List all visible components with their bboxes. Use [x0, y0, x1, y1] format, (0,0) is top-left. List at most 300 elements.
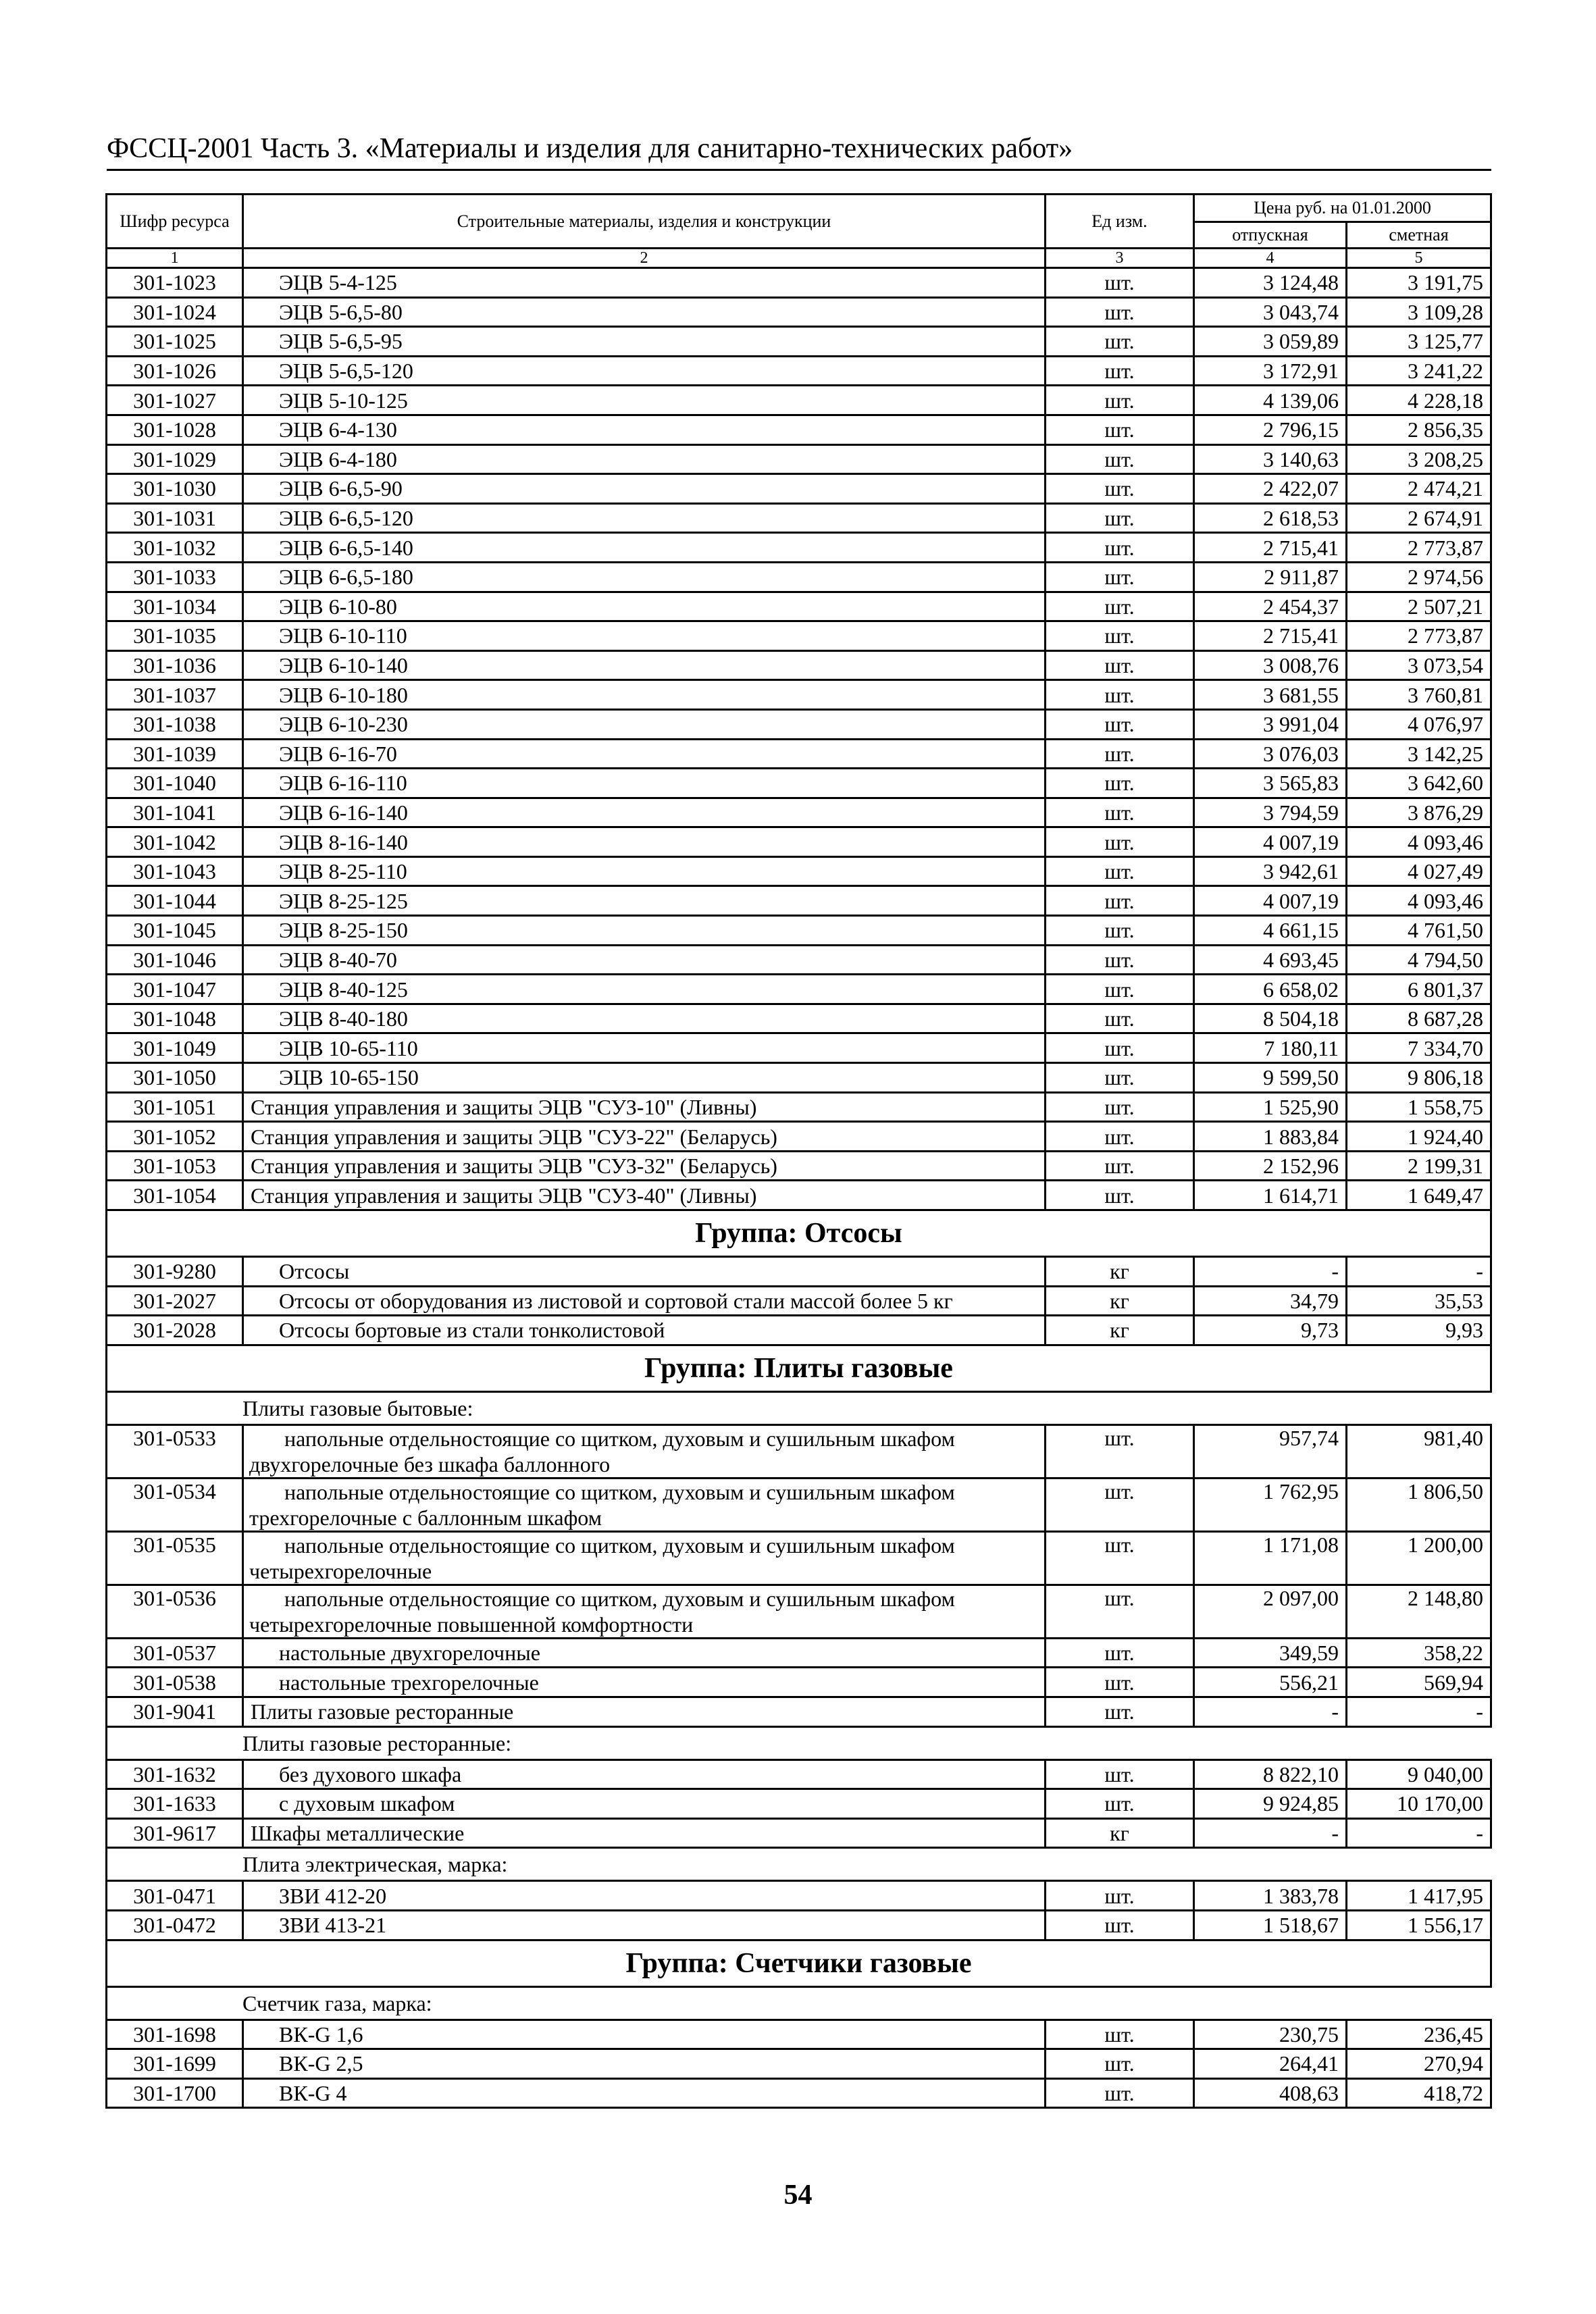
- estimate-price: 6 801,37: [1347, 975, 1491, 1004]
- resource-code: 301-1053: [107, 1151, 243, 1181]
- estimate-price: 35,53: [1347, 1286, 1491, 1316]
- item-name: Станция управления и защиты ЭЦВ "СУЗ-40" (Ливны): [243, 1181, 1046, 1210]
- resource-code: 301-1040: [107, 769, 243, 798]
- resource-code: 301-0472: [107, 1910, 243, 1940]
- item-name: настольные двухгорелочные: [243, 1638, 1046, 1668]
- item-name-line-2: четырехгорелочные повышенной комфортности: [249, 1612, 694, 1637]
- item-name: ЭЦВ 8-25-110: [243, 856, 1046, 886]
- resource-code: 301-0538: [107, 1668, 243, 1697]
- item-name: ВК-G 2,5: [243, 2049, 1046, 2079]
- unit-of-measure: шт.: [1046, 1004, 1194, 1033]
- estimate-price: 981,40: [1347, 1424, 1491, 1478]
- release-price: 4 007,19: [1194, 886, 1347, 916]
- resource-code: 301-1035: [107, 621, 243, 651]
- resource-code: 301-1049: [107, 1033, 243, 1063]
- resource-code: 301-1633: [107, 1789, 243, 1819]
- item-name-line-1: напольные отдельностоящие со щитком, духовым и сушильным шкафом: [284, 1479, 955, 1504]
- table-row: [107, 533, 1491, 563]
- item-name: ЭЦВ 6-16-70: [243, 739, 1046, 769]
- item-name: ЭЦВ 10-65-150: [243, 1063, 1046, 1093]
- unit-of-measure: шт.: [1046, 886, 1194, 916]
- subgroup-heading: Плита электрическая, марка:: [107, 1848, 1491, 1881]
- unit-of-measure: шт.: [1046, 1122, 1194, 1152]
- resource-code: 301-1036: [107, 650, 243, 680]
- column-number: 3: [1046, 249, 1194, 268]
- resource-code: 301-1039: [107, 739, 243, 769]
- release-price: 2 715,41: [1194, 621, 1347, 651]
- item-name: [243, 1531, 1046, 1585]
- table-row: [107, 474, 1491, 504]
- resource-code: 301-1041: [107, 798, 243, 827]
- item-name: ЭЦВ 5-10-125: [243, 386, 1046, 415]
- release-price: 4 693,45: [1194, 945, 1347, 975]
- estimate-price: 2 856,35: [1347, 415, 1491, 444]
- release-price: 3 794,59: [1194, 798, 1347, 827]
- table-row: [107, 1881, 1491, 1911]
- price-table-body: [107, 268, 1491, 2108]
- item-name: с духовым шкафом: [243, 1789, 1046, 1819]
- release-price: 408,63: [1194, 2078, 1347, 2108]
- estimate-price: 7 334,70: [1347, 1033, 1491, 1063]
- item-name: ЗВИ 412-20: [243, 1881, 1046, 1911]
- table-row: [107, 945, 1491, 975]
- header-code: Шифр ресурса: [107, 195, 243, 249]
- release-price: 3 043,74: [1194, 297, 1347, 327]
- unit-of-measure: шт.: [1046, 827, 1194, 857]
- release-price: 3 991,04: [1194, 709, 1347, 739]
- header-name: Строительные материалы, изделия и конструкции: [243, 195, 1046, 249]
- unit-of-measure: шт.: [1046, 945, 1194, 975]
- estimate-price: 4 093,46: [1347, 827, 1491, 857]
- item-name: Отсосы от оборудования из листовой и сортовой стали массой более 5 кг: [243, 1286, 1046, 1316]
- unit-of-measure: шт.: [1046, 916, 1194, 946]
- estimate-price: 4 093,46: [1347, 886, 1491, 916]
- release-price: 9 599,50: [1194, 1063, 1347, 1093]
- item-name: ЭЦВ 5-6,5-95: [243, 327, 1046, 357]
- estimate-price: 569,94: [1347, 1668, 1491, 1697]
- subgroup-heading-row: [107, 1391, 1491, 1424]
- estimate-price: 4 794,50: [1347, 945, 1491, 975]
- table-row: [107, 1092, 1491, 1122]
- resource-code: 301-0535: [107, 1531, 243, 1585]
- item-name: ЗВИ 413-21: [243, 1910, 1046, 1940]
- release-price: 8 504,18: [1194, 1004, 1347, 1033]
- unit-of-measure: шт.: [1046, 268, 1194, 298]
- release-price: 2 796,15: [1194, 415, 1347, 444]
- unit-of-measure: шт.: [1046, 1585, 1194, 1638]
- unit-of-measure: шт.: [1046, 1881, 1194, 1911]
- table-row: [107, 1585, 1491, 1638]
- release-price: 2 715,41: [1194, 533, 1347, 563]
- release-price: 2 454,37: [1194, 592, 1347, 621]
- release-price: 2 422,07: [1194, 474, 1347, 504]
- table-row: [107, 1531, 1491, 1585]
- table-row: [107, 680, 1491, 710]
- table-row: [107, 709, 1491, 739]
- resource-code: 301-1044: [107, 886, 243, 916]
- estimate-price: 9,93: [1347, 1316, 1491, 1345]
- unit-of-measure: шт.: [1046, 1151, 1194, 1181]
- estimate-price: 2 773,87: [1347, 621, 1491, 651]
- release-price: 3 565,83: [1194, 769, 1347, 798]
- unit-of-measure: шт.: [1046, 1668, 1194, 1697]
- item-name: Станция управления и защиты ЭЦВ "СУЗ-10" (Ливны): [243, 1092, 1046, 1122]
- table-row: [107, 1818, 1491, 1848]
- item-name: ЭЦВ 6-10-230: [243, 709, 1046, 739]
- resource-code: 301-1046: [107, 945, 243, 975]
- unit-of-measure: шт.: [1046, 503, 1194, 533]
- page-header: ФССЦ-2001 Часть 3. «Материалы и изделия для санитарно-технических работ»: [107, 132, 1491, 171]
- group-heading-row: [107, 1345, 1491, 1391]
- resource-code: 301-1030: [107, 474, 243, 504]
- estimate-price: 2 507,21: [1347, 592, 1491, 621]
- table-row: [107, 1316, 1491, 1345]
- resource-code: 301-1024: [107, 297, 243, 327]
- subgroup-heading: Плиты газовые бытовые:: [107, 1391, 1491, 1424]
- estimate-price: 3 876,29: [1347, 798, 1491, 827]
- estimate-price: 1 649,47: [1347, 1181, 1491, 1210]
- subgroup-heading: Счетчик газа, марка:: [107, 1986, 1491, 2020]
- item-name: ЭЦВ 8-40-180: [243, 1004, 1046, 1033]
- release-price: -: [1194, 1818, 1347, 1848]
- subgroup-heading-row: [107, 1986, 1491, 2020]
- table-row: [107, 975, 1491, 1004]
- unit-of-measure: шт.: [1046, 975, 1194, 1004]
- release-price: 1 518,67: [1194, 1910, 1347, 1940]
- item-name: ЭЦВ 6-10-180: [243, 680, 1046, 710]
- release-price: 2 618,53: [1194, 503, 1347, 533]
- release-price: 264,41: [1194, 2049, 1347, 2079]
- unit-of-measure: шт.: [1046, 1638, 1194, 1668]
- item-name: [243, 1585, 1046, 1638]
- table-row: [107, 415, 1491, 444]
- table-row: [107, 386, 1491, 415]
- estimate-price: 358,22: [1347, 1638, 1491, 1668]
- table-row: [107, 503, 1491, 533]
- release-price: -: [1194, 1697, 1347, 1726]
- unit-of-measure: шт.: [1046, 1531, 1194, 1585]
- unit-of-measure: кг: [1046, 1286, 1194, 1316]
- item-name: без духового шкафа: [243, 1759, 1046, 1789]
- resource-code: 301-0471: [107, 1881, 243, 1911]
- item-name: ВК-G 4: [243, 2078, 1046, 2108]
- table-row: [107, 1033, 1491, 1063]
- item-name: ЭЦВ 6-4-180: [243, 444, 1046, 474]
- item-name: ЭЦВ 6-6,5-180: [243, 562, 1046, 592]
- table-row: [107, 827, 1491, 857]
- resource-code: 301-1033: [107, 562, 243, 592]
- unit-of-measure: кг: [1046, 1818, 1194, 1848]
- item-name-line-2: двухгорелочные без шкафа баллонного: [249, 1451, 611, 1476]
- item-name: ЭЦВ 5-6,5-80: [243, 297, 1046, 327]
- release-price: 1 614,71: [1194, 1181, 1347, 1210]
- estimate-price: 4 228,18: [1347, 386, 1491, 415]
- estimate-price: 2 773,87: [1347, 533, 1491, 563]
- resource-code: 301-1698: [107, 2020, 243, 2049]
- item-name: ЭЦВ 6-6,5-120: [243, 503, 1046, 533]
- table-row: [107, 1478, 1491, 1531]
- group-heading-row: [107, 1940, 1491, 1986]
- unit-of-measure: шт.: [1046, 1092, 1194, 1122]
- estimate-price: -: [1347, 1257, 1491, 1287]
- column-number: 4: [1194, 249, 1347, 268]
- estimate-price: 3 208,25: [1347, 444, 1491, 474]
- resource-code: 301-1031: [107, 503, 243, 533]
- unit-of-measure: шт.: [1046, 356, 1194, 386]
- unit-of-measure: шт.: [1046, 1789, 1194, 1819]
- estimate-price: 2 199,31: [1347, 1151, 1491, 1181]
- estimate-price: 1 558,75: [1347, 1092, 1491, 1122]
- resource-code: 301-1047: [107, 975, 243, 1004]
- estimate-price: 418,72: [1347, 2078, 1491, 2108]
- resource-code: 301-9280: [107, 1257, 243, 1287]
- estimate-price: 1 556,17: [1347, 1910, 1491, 1940]
- table-row: [107, 1668, 1491, 1697]
- release-price: 1 525,90: [1194, 1092, 1347, 1122]
- estimate-price: 3 109,28: [1347, 297, 1491, 327]
- resource-code: 301-0533: [107, 1424, 243, 1478]
- resource-code: 301-1027: [107, 386, 243, 415]
- table-row: [107, 856, 1491, 886]
- header-price-group: Цена руб. на 01.01.2000: [1194, 195, 1491, 222]
- table-row: [107, 2020, 1491, 2049]
- release-price: 3 076,03: [1194, 739, 1347, 769]
- resource-code: 301-1050: [107, 1063, 243, 1093]
- estimate-price: 3 642,60: [1347, 769, 1491, 798]
- unit-of-measure: шт.: [1046, 444, 1194, 474]
- estimate-price: 3 125,77: [1347, 327, 1491, 357]
- release-price: 1 762,95: [1194, 1478, 1347, 1531]
- unit-of-measure: шт.: [1046, 739, 1194, 769]
- table-row: [107, 444, 1491, 474]
- release-price: 3 140,63: [1194, 444, 1347, 474]
- release-price: 3 172,91: [1194, 356, 1347, 386]
- price-table: [105, 193, 1492, 2109]
- item-name: ЭЦВ 8-40-125: [243, 975, 1046, 1004]
- resource-code: 301-1032: [107, 533, 243, 563]
- column-number: 1: [107, 249, 243, 268]
- estimate-price: 270,94: [1347, 2049, 1491, 2079]
- unit-of-measure: шт.: [1046, 798, 1194, 827]
- item-name: ЭЦВ 6-4-130: [243, 415, 1046, 444]
- unit-of-measure: шт.: [1046, 327, 1194, 357]
- resource-code: 301-1042: [107, 827, 243, 857]
- resource-code: 301-1026: [107, 356, 243, 386]
- estimate-price: -: [1347, 1818, 1491, 1848]
- release-price: 8 822,10: [1194, 1759, 1347, 1789]
- subgroup-heading: Плиты газовые ресторанные:: [107, 1726, 1491, 1759]
- item-name-line-2: четырехгорелочные: [249, 1558, 432, 1583]
- resource-code: 301-1051: [107, 1092, 243, 1122]
- unit-of-measure: шт.: [1046, 474, 1194, 504]
- unit-of-measure: шт.: [1046, 856, 1194, 886]
- estimate-price: 4 761,50: [1347, 916, 1491, 946]
- resource-code: 301-2028: [107, 1316, 243, 1345]
- unit-of-measure: шт.: [1046, 415, 1194, 444]
- unit-of-measure: шт.: [1046, 1910, 1194, 1940]
- resource-code: 301-1025: [107, 327, 243, 357]
- resource-code: 301-1700: [107, 2078, 243, 2108]
- item-name: ЭЦВ 6-10-110: [243, 621, 1046, 651]
- unit-of-measure: шт.: [1046, 386, 1194, 415]
- release-price: 3 124,48: [1194, 268, 1347, 298]
- table-row: [107, 1257, 1491, 1287]
- item-name: ЭЦВ 6-16-110: [243, 769, 1046, 798]
- item-name-line-1: напольные отдельностоящие со щитком, духовым и сушильным шкафом: [284, 1533, 955, 1558]
- group-heading: Группа: Отсосы: [107, 1210, 1491, 1257]
- item-name: ЭЦВ 8-25-150: [243, 916, 1046, 946]
- table-row: [107, 1910, 1491, 1940]
- estimate-price: 1 200,00: [1347, 1531, 1491, 1585]
- estimate-price: 3 191,75: [1347, 268, 1491, 298]
- table-row: [107, 650, 1491, 680]
- item-name: ЭЦВ 6-10-80: [243, 592, 1046, 621]
- release-price: 3 942,61: [1194, 856, 1347, 886]
- estimate-price: 4 027,49: [1347, 856, 1491, 886]
- release-price: 1 883,84: [1194, 1122, 1347, 1152]
- item-name: ЭЦВ 8-16-140: [243, 827, 1046, 857]
- table-row: [107, 1424, 1491, 1478]
- item-name: Отсосы: [243, 1257, 1046, 1287]
- estimate-price: 1 806,50: [1347, 1478, 1491, 1531]
- item-name: ЭЦВ 6-6,5-90: [243, 474, 1046, 504]
- release-price: 2 097,00: [1194, 1585, 1347, 1638]
- table-row: [107, 1789, 1491, 1819]
- item-name: настольные трехгорелочные: [243, 1668, 1046, 1697]
- table-row: [107, 798, 1491, 827]
- release-price: 7 180,11: [1194, 1033, 1347, 1063]
- resource-code: 301-0534: [107, 1478, 243, 1531]
- table-row: [107, 1151, 1491, 1181]
- release-price: 3 008,76: [1194, 650, 1347, 680]
- release-price: 6 658,02: [1194, 975, 1347, 1004]
- unit-of-measure: шт.: [1046, 2020, 1194, 2049]
- resource-code: 301-1028: [107, 415, 243, 444]
- item-name: ЭЦВ 8-40-70: [243, 945, 1046, 975]
- release-price: 1 171,08: [1194, 1531, 1347, 1585]
- table-row: [107, 562, 1491, 592]
- resource-code: 301-1034: [107, 592, 243, 621]
- unit-of-measure: шт.: [1046, 1033, 1194, 1063]
- table-row: [107, 769, 1491, 798]
- table-row: [107, 327, 1491, 357]
- unit-of-measure: шт.: [1046, 1697, 1194, 1726]
- table-row: [107, 1122, 1491, 1152]
- unit-of-measure: шт.: [1046, 1424, 1194, 1478]
- column-number: 2: [243, 249, 1046, 268]
- table-row: [107, 1638, 1491, 1668]
- item-name: ЭЦВ 6-16-140: [243, 798, 1046, 827]
- release-price: 34,79: [1194, 1286, 1347, 1316]
- subgroup-heading-row: [107, 1848, 1491, 1881]
- estimate-price: 2 148,80: [1347, 1585, 1491, 1638]
- item-name: ЭЦВ 5-4-125: [243, 268, 1046, 298]
- estimate-price: 2 474,21: [1347, 474, 1491, 504]
- table-row: [107, 297, 1491, 327]
- release-price: 9,73: [1194, 1316, 1347, 1345]
- resource-code: 301-1023: [107, 268, 243, 298]
- table-row: [107, 1286, 1491, 1316]
- resource-code: 301-0537: [107, 1638, 243, 1668]
- unit-of-measure: шт.: [1046, 680, 1194, 710]
- table-row: [107, 268, 1491, 298]
- estimate-price: 1 924,40: [1347, 1122, 1491, 1152]
- table-row: [107, 2078, 1491, 2108]
- group-heading: Группа: Плиты газовые: [107, 1345, 1491, 1391]
- estimate-price: 3 241,22: [1347, 356, 1491, 386]
- resource-code: 301-1045: [107, 916, 243, 946]
- estimate-price: 3 142,25: [1347, 739, 1491, 769]
- estimate-price: 9 806,18: [1347, 1063, 1491, 1093]
- header-unit: Ед изм.: [1046, 195, 1194, 249]
- item-name: ЭЦВ 6-10-140: [243, 650, 1046, 680]
- item-name: Отсосы бортовые из стали тонколистовой: [243, 1316, 1046, 1345]
- estimate-price: 2 974,56: [1347, 562, 1491, 592]
- estimate-price: 9 040,00: [1347, 1759, 1491, 1789]
- unit-of-measure: шт.: [1046, 1759, 1194, 1789]
- table-row: [107, 1181, 1491, 1210]
- table-row: [107, 916, 1491, 946]
- resource-code: 301-0536: [107, 1585, 243, 1638]
- item-name-line-1: напольные отдельностоящие со щитком, духовым и сушильным шкафом: [284, 1426, 955, 1451]
- resource-code: 301-2027: [107, 1286, 243, 1316]
- unit-of-measure: шт.: [1046, 533, 1194, 563]
- release-price: -: [1194, 1257, 1347, 1287]
- column-number: 5: [1347, 249, 1491, 268]
- subgroup-heading-row: [107, 1726, 1491, 1759]
- table-row: [107, 2049, 1491, 2079]
- item-name: ЭЦВ 10-65-110: [243, 1033, 1046, 1063]
- resource-code: 301-9041: [107, 1697, 243, 1726]
- unit-of-measure: шт.: [1046, 1181, 1194, 1210]
- estimate-price: 2 674,91: [1347, 503, 1491, 533]
- item-name: Плиты газовые ресторанные: [243, 1697, 1046, 1726]
- item-name: ЭЦВ 6-6,5-140: [243, 533, 1046, 563]
- unit-of-measure: шт.: [1046, 650, 1194, 680]
- release-price: 230,75: [1194, 2020, 1347, 2049]
- resource-code: 301-1632: [107, 1759, 243, 1789]
- resource-code: 301-1054: [107, 1181, 243, 1210]
- table-row: [107, 1004, 1491, 1033]
- unit-of-measure: шт.: [1046, 562, 1194, 592]
- item-name: ВК-G 1,6: [243, 2020, 1046, 2049]
- item-name-line-2: трехгорелочные с баллонным шкафом: [249, 1505, 602, 1530]
- resource-code: 301-1037: [107, 680, 243, 710]
- release-price: 9 924,85: [1194, 1789, 1347, 1819]
- estimate-price: 3 760,81: [1347, 680, 1491, 710]
- release-price: 2 911,87: [1194, 562, 1347, 592]
- unit-of-measure: шт.: [1046, 2049, 1194, 2079]
- table-row: [107, 1697, 1491, 1726]
- release-price: 957,74: [1194, 1424, 1347, 1478]
- item-name: [243, 1478, 1046, 1531]
- release-price: 4 139,06: [1194, 386, 1347, 415]
- table-row: [107, 1759, 1491, 1789]
- estimate-price: 3 073,54: [1347, 650, 1491, 680]
- resource-code: 301-1029: [107, 444, 243, 474]
- resource-code: 301-1048: [107, 1004, 243, 1033]
- release-price: 4 661,15: [1194, 916, 1347, 946]
- unit-of-measure: шт.: [1046, 769, 1194, 798]
- estimate-price: 8 687,28: [1347, 1004, 1491, 1033]
- group-heading: Группа: Счетчики газовые: [107, 1940, 1491, 1986]
- unit-of-measure: шт.: [1046, 621, 1194, 651]
- item-name: Шкафы металлические: [243, 1818, 1046, 1848]
- unit-of-measure: шт.: [1046, 709, 1194, 739]
- table-row: [107, 1063, 1491, 1093]
- resource-code: 301-9617: [107, 1818, 243, 1848]
- table-row: [107, 739, 1491, 769]
